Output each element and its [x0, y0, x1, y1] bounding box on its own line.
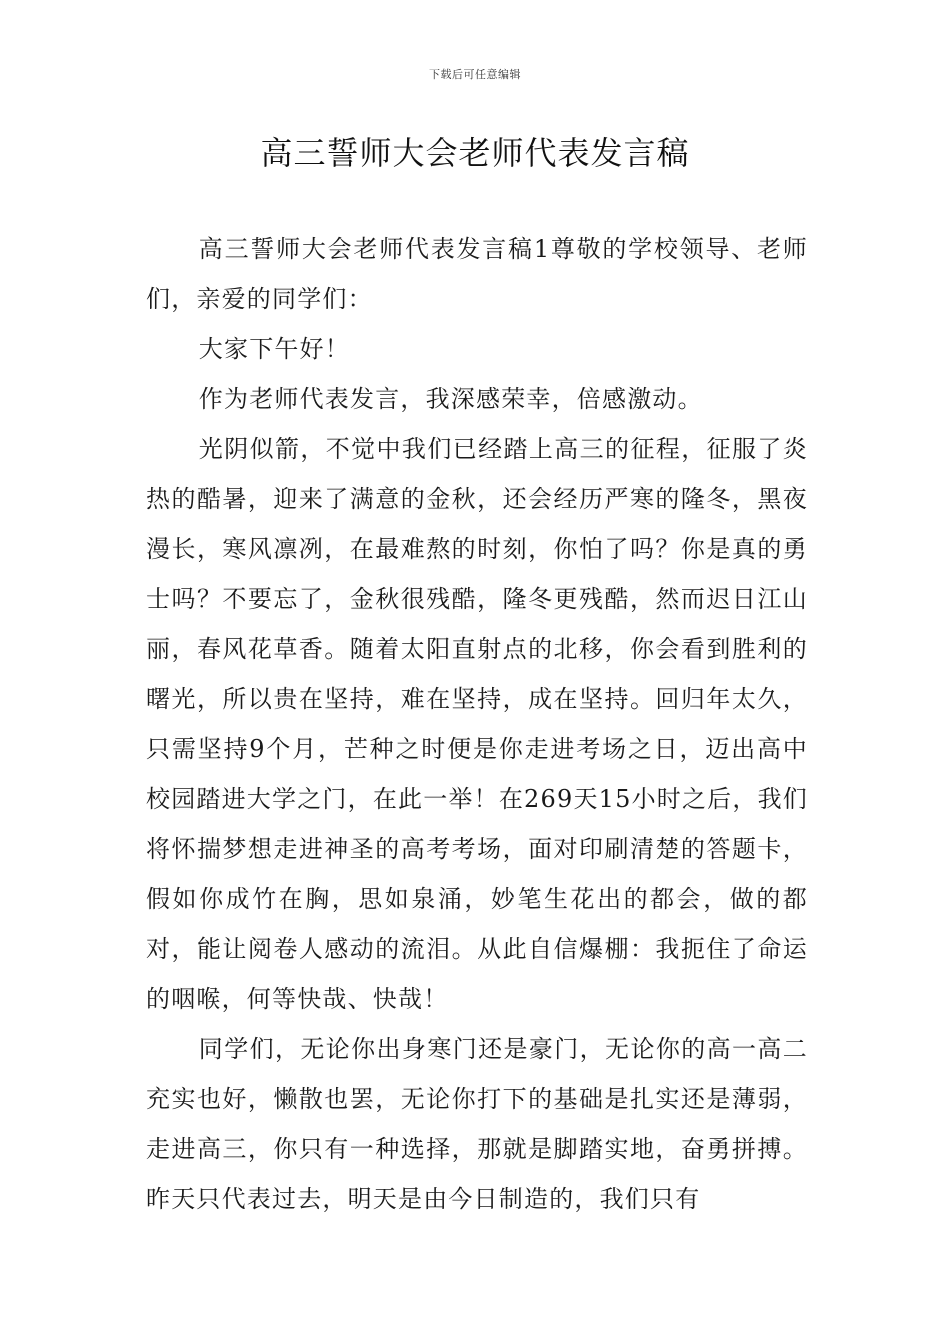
document-title: 高三誓师大会老师代表发言稿 [260, 134, 690, 172]
paragraph: 高三誓师大会老师代表发言稿1尊敬的学校领导、老师们，亲爱的同学们： [146, 235, 808, 313]
header-note: 下载后可任意编辑 [429, 68, 521, 81]
document-body [146, 224, 808, 1224]
paragraph: 作为老师代表发言，我深感荣幸，倍感激动。 [198, 385, 703, 413]
paragraph: 同学们，无论你出身寒门还是豪门，无论你的高一高二充实也好，懒散也罢，无论你打下的基础是扎实还是薄弱，走进高三，你只有一种选择，那就是脚踏实地，奋勇拼搏。昨天只代表过去，明天是由今日制造的，我们只有 [146, 1035, 808, 1213]
paragraph: 大家下午好！ [198, 335, 350, 363]
paragraph: 光阴似箭，不觉中我们已经踏上高三的征程，征服了炎热的酷暑，迎来了满意的金秋，还会经历严寒的隆冬，黑夜漫长，寒风凛冽，在最难熬的时刻，你怕了吗？你是真的勇士吗？不要忘了，金秋很残酷，隆冬更残酷，然而迟日江山丽，春风花草香。随着太阳直射点的北移，你会看到胜利的曙光，所以贵在坚持，难在坚持，成在坚持。回归年太久，只需坚持9个月，芒种之时便是你走进考场之日，迈出高中校园踏进大学之门，在此一举！在269天15小时之后，我们将怀揣梦想走进神圣的高考考场，面对印刷清楚的答题卡，假如你成竹在胸，思如泉涌，妙笔生花出的都会，做的都对，能让阅卷人感动的流泪。从此自信爆棚：我扼住了命运的咽喉，何等快哉、快哉！ [146, 435, 808, 1013]
